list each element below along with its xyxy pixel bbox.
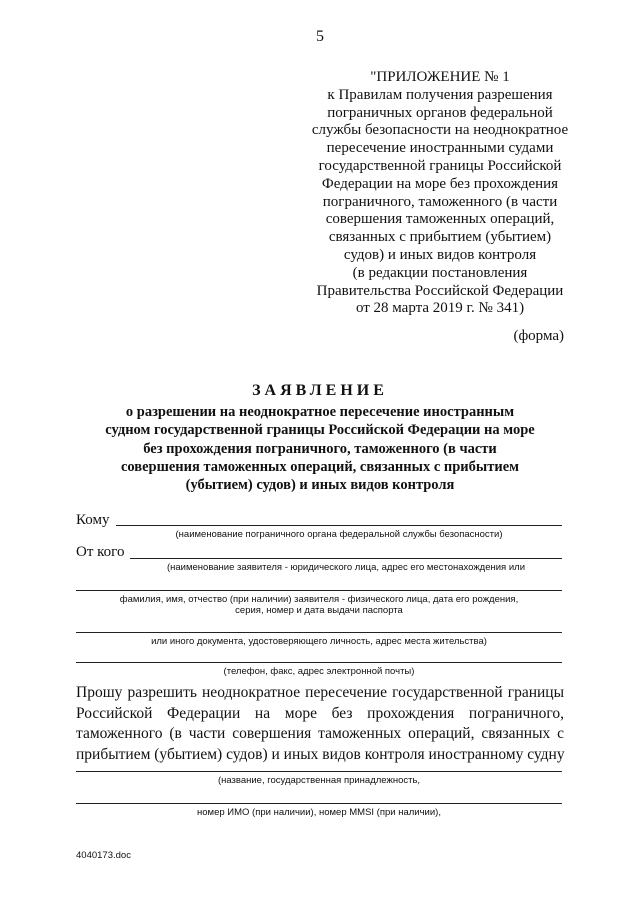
appendix-line: Правительства Российской Федерации [316,282,564,299]
contact-field[interactable] [76,662,562,663]
from-caption: или иного документа, удостоверяющего личность, адрес места жительства) [151,636,487,647]
appendix-line: государственной границы Российской [318,157,562,174]
from-field[interactable] [130,558,562,559]
appendix-line: службы безопасности на неоднократное [311,122,569,139]
appendix-line: совершения таможенных операций, [325,211,555,228]
appendix-line: (в редакции постановления [352,264,528,281]
subtitle-line: совершения таможенных операций, связанных с прибытием [120,458,520,475]
from-label: От кого [76,544,125,560]
vessel-caption: номер ИМО (при наличии), номер MMSI (при наличии), [197,807,441,818]
from-field-line-3[interactable] [76,632,562,633]
subtitle-line: о разрешении на неоднократное пересечение иностранным [125,404,515,420]
vessel-caption: (название, государственная принадлежность, [217,775,421,786]
to-caption: (наименование пограничного органа федеральной службы безопасности) [175,529,503,540]
request-line: таможенного (в части совершения таможенных операций, связанных с [76,725,564,742]
subtitle-line: без прохождения пограничного, таможенного (в части [143,440,497,457]
appendix-line: пограничных органов федеральной [327,104,553,121]
appendix-line: пересечение иностранными судами [326,140,554,157]
request-paragraph [76,683,564,765]
page-number: 5 [316,28,324,45]
appendix-line: судов) и иных видов контроля [343,246,537,263]
from-caption: серия, номер и дата выдачи паспорта [235,605,403,616]
to-label: Кому [76,512,110,528]
request-line: прибытием (убытием) судов) и иных видов контроля иностранному судну [76,745,565,763]
document-title: ЗАЯВЛЕНИЕ [252,382,388,399]
appendix-line: к Правилам получения разрешения [327,86,553,103]
vessel-field[interactable] [76,771,562,772]
contact-caption: (телефон, факс, адрес электронной почты) [223,666,415,677]
appendix-line: связанных с прибытием (убытием) [328,229,552,246]
document-subtitle [60,403,580,494]
request-line: Российской Федерации на море без прохождения пограничного, [76,704,564,722]
document-id: 4040173.doc [76,850,131,861]
appendix-line: пограничного, таможенного (в части [322,193,558,210]
subtitle-line: судном государственной границы Российской Федерации на море [105,422,535,439]
from-caption: (наименование заявителя - юридического лица, адрес его местонахождения или [166,562,525,573]
appendix-line: Федерации на море без прохождения [321,175,559,192]
from-field-line-2[interactable] [76,590,562,591]
appendix-line: "ПРИЛОЖЕНИЕ № 1 [370,69,510,85]
appendix-header [300,69,580,318]
vessel-field-line-2[interactable] [76,803,562,804]
to-field[interactable] [116,525,562,526]
subtitle-line: (убытием) судов) и иных видов контроля [185,477,455,494]
request-line: Прошу разрешить неоднократное пересечение государственной границы [76,684,564,701]
appendix-line: от 28 марта 2019 г. № 341) [355,300,525,317]
from-caption: фамилия, имя, отчество (при наличии) заявителя - физического лица, дата его рождения, [119,594,519,605]
form-label: (форма) [513,328,564,344]
